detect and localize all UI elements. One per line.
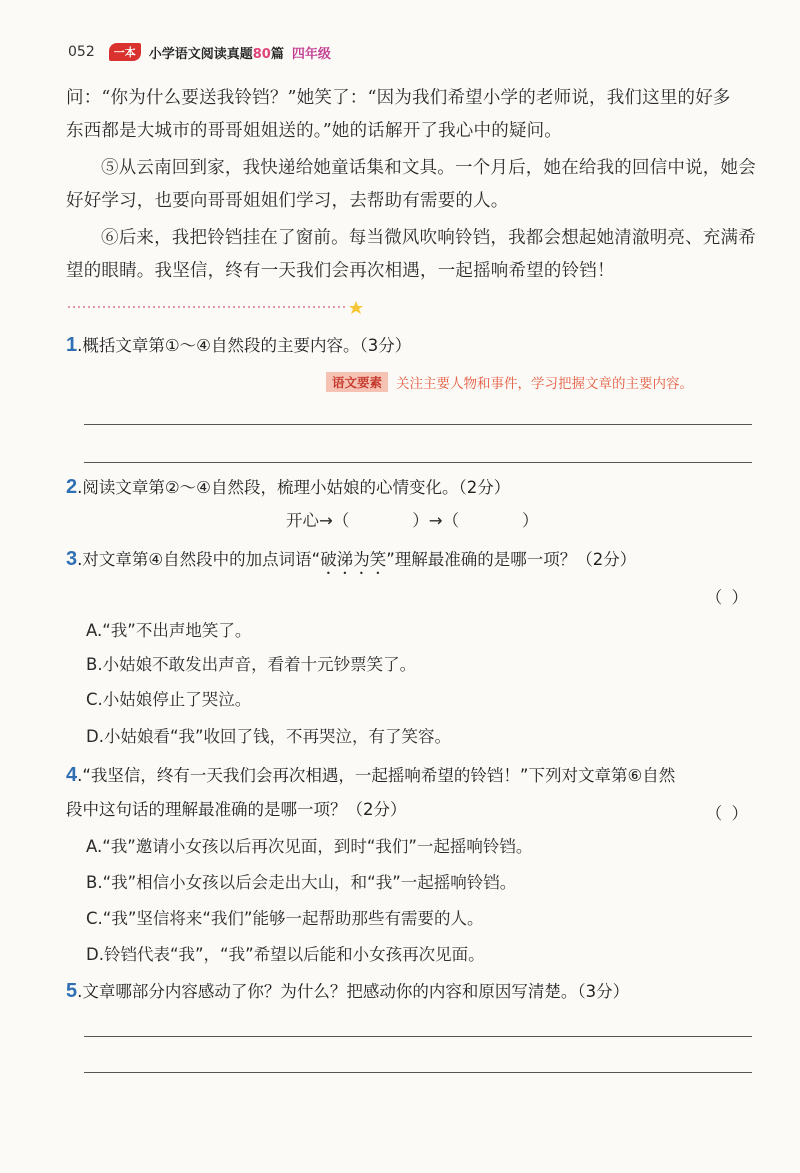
- answer-paren[interactable]: （ ）: [705, 588, 750, 607]
- grade-label: 四年级: [291, 46, 331, 62]
- question-text: .对文章第④自然段中的加点词语“: [77, 550, 321, 569]
- book-title-suffix: 篇: [270, 46, 284, 62]
- passage-paragraph-6: ⑥后来，我把铃铛挂在了窗前。每当微风吹响铃铛，我都会想起她清澈明亮、充满希望的眼睛。我坚信，终有一天我们会再次相遇，一起摇响希望的铃铛！: [66, 228, 756, 281]
- option-d[interactable]: D.小姑娘看“我”收回了钱，不再哭泣，有了笑容。: [86, 727, 452, 746]
- question-number: 1: [66, 334, 78, 356]
- question-text: .阅读文章第②～④自然段，梳理小姑娘的心情变化。（2分）: [77, 478, 511, 497]
- question-5: [66, 974, 756, 1009]
- passage-line: 东西都是大城市的哥哥姐姐送的。”她的话解开了我心中的疑问。: [66, 121, 562, 141]
- option-a[interactable]: A.“我”邀请小女孩以后再次见面，到时“我们”一起摇响铃铛。: [86, 837, 533, 856]
- page-number: 052: [68, 44, 95, 60]
- tip-box: [326, 372, 693, 392]
- passage-line: 问：“你为什么要送我铃铛？”她笑了：“因为我们希望小学的老师说，我们这里的好多: [66, 88, 731, 108]
- answer-paren[interactable]: （ ）: [705, 804, 750, 823]
- question-text: .“我坚信，终有一天我们会再次相遇，一起摇响希望的铃铛！”下列对文章第⑥自然: [77, 766, 676, 785]
- option-c[interactable]: C.小姑娘停止了哭泣。: [86, 690, 252, 709]
- question-4: [66, 758, 756, 827]
- passage-paragraph-4-end: [66, 82, 756, 148]
- option-d[interactable]: D.铃铛代表“我”，“我”希望以后能和小女孩再次见面。: [86, 945, 485, 964]
- page-header: [68, 40, 331, 64]
- mood-flow-blanks[interactable]: 开心→（ ）→（ ）: [286, 511, 539, 530]
- star-icon: [349, 301, 363, 314]
- option-a[interactable]: A.“我”不出声地笑了。: [86, 621, 252, 640]
- dotted-divider: [66, 300, 366, 314]
- answer-line[interactable]: [84, 462, 752, 463]
- question-3: [66, 542, 756, 578]
- question-text: .文章哪部分内容感动了你？为什么？把感动你的内容和原因写清楚。（3分）: [77, 982, 630, 1001]
- dotted-term: 破涕为笑: [320, 550, 387, 569]
- tip-text: 关注主要人物和事件，学习把握文章的主要内容。: [396, 376, 694, 392]
- option-b[interactable]: B.“我”相信小女孩以后会走出大山，和“我”一起摇响铃铛。: [86, 873, 517, 892]
- question-text: ”理解最准确的是哪一项？（2分）: [386, 550, 637, 569]
- question-number: 3: [66, 548, 78, 570]
- brand-logo: 一本: [109, 43, 141, 61]
- question-number: 4: [66, 764, 78, 786]
- answer-line[interactable]: [84, 424, 752, 425]
- question-2: [66, 470, 756, 505]
- question-number: 2: [66, 476, 78, 498]
- book-title: [149, 43, 284, 62]
- answer-line[interactable]: [84, 1036, 752, 1037]
- question-number: 5: [66, 980, 78, 1002]
- tip-tag: 语文要素: [326, 372, 388, 392]
- question-text: 段中这句话的理解最准确的是哪一项？（2分）: [66, 800, 407, 819]
- option-b[interactable]: B.小姑娘不敢发出声音，看着十元钞票笑了。: [86, 655, 417, 674]
- question-text: .概括文章第①～④自然段的主要内容。（3分）: [77, 336, 412, 355]
- book-title-prefix: 小学语文阅读真题: [148, 46, 253, 62]
- option-c[interactable]: C.“我”坚信将来“我们”能够一起帮助那些有需要的人。: [86, 909, 484, 928]
- passage-paragraph-5: ⑤从云南回到家，我快递给她童话集和文具。一个月后，她在给我的回信中说，她会好好学习，也要向哥哥姐姐们学习，去帮助有需要的人。: [66, 158, 756, 211]
- book-title-count: 80: [252, 46, 271, 62]
- question-1: [66, 328, 756, 363]
- answer-line[interactable]: [84, 1072, 752, 1073]
